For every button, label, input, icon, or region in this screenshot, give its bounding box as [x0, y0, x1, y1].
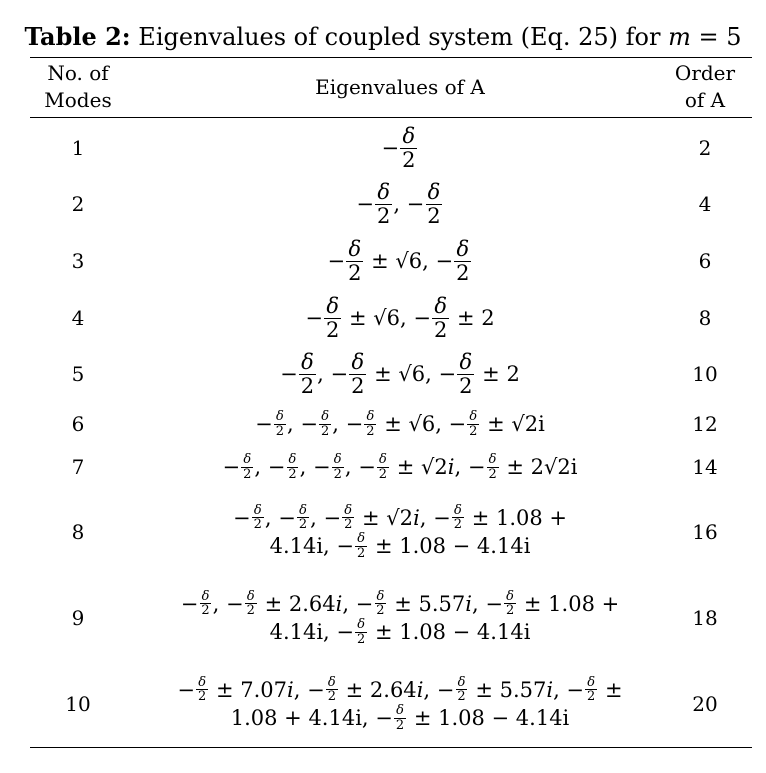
- delta-over-two-fraction: [326, 676, 338, 704]
- eigenvalue-text: 4.14i, −: [269, 620, 354, 645]
- fraction-denominator: 2: [357, 631, 366, 647]
- eigenvalue-text: , −: [332, 412, 364, 436]
- fraction-denominator: 2: [327, 689, 336, 705]
- eigenvalue-text: ± 7.07: [209, 677, 288, 702]
- eigenvalue-line: [222, 453, 577, 481]
- fraction-denominator: 2: [459, 373, 473, 398]
- delta-over-two-fraction: [457, 351, 474, 396]
- header-rule: [30, 117, 752, 118]
- fraction-numerator: δ: [326, 294, 339, 319]
- fraction-denominator: 2: [300, 373, 315, 398]
- delta-over-two-fraction: [297, 504, 309, 532]
- eigenvalue-text: , −: [287, 412, 318, 436]
- order-cell: 14: [692, 455, 718, 479]
- modes-cell: 4: [71, 306, 85, 330]
- fraction-numerator: δ: [357, 617, 366, 632]
- eigenvalue-line: [270, 532, 531, 560]
- eigenvalues-cell: [150, 402, 650, 446]
- fraction-denominator: 2: [357, 545, 366, 561]
- delta-over-two-fraction: [299, 351, 316, 396]
- eigenvalue-text: , −: [299, 455, 331, 479]
- fraction-denominator: 2: [488, 466, 497, 482]
- fraction-numerator: δ: [459, 350, 473, 375]
- order-cell: 4: [698, 192, 712, 216]
- header-order-line2: of A: [684, 88, 726, 112]
- table-row: [30, 176, 752, 232]
- eigenvalues-cell: [150, 176, 650, 232]
- fraction-numerator: δ: [377, 180, 390, 205]
- fraction-numerator: δ: [366, 408, 375, 424]
- order-cell: 12: [692, 412, 718, 436]
- fraction-denominator: 2: [333, 466, 342, 482]
- eigenvalue-text: −: [327, 249, 346, 273]
- fraction-numerator: δ: [198, 674, 207, 690]
- imaginary-unit: i: [416, 677, 424, 702]
- fraction-numerator: δ: [301, 350, 314, 375]
- fraction-numerator: δ: [299, 502, 307, 518]
- eigenvalue-text: , −: [254, 455, 286, 479]
- fraction-numerator: δ: [351, 350, 365, 375]
- imaginary-unit: i: [335, 591, 343, 616]
- fraction-numerator: δ: [587, 674, 596, 690]
- eigenvalue-text: ± 2.64: [257, 591, 336, 616]
- fraction-denominator: 2: [288, 466, 297, 482]
- eigenvalue-line: [382, 125, 419, 170]
- eigenvalue-text: ± √6, −: [377, 412, 467, 436]
- eigenvalue-text: ± √6, −: [364, 249, 454, 273]
- eigenvalue-text: −: [356, 192, 374, 216]
- eigenvalue-text: ± √2: [355, 505, 414, 530]
- eigenvalue-text: 1.08 + 4.14i, −: [230, 706, 393, 731]
- fraction-denominator: 2: [246, 603, 255, 619]
- imaginary-unit: i: [287, 677, 294, 702]
- eigenvalue-text: ± 5.57: [468, 677, 547, 702]
- header-modes-line2: Modes: [44, 88, 112, 112]
- eigenvalues-cell: [150, 232, 650, 290]
- fraction-denominator: 2: [457, 689, 466, 705]
- table-row: [30, 662, 752, 746]
- order-cell: 20: [692, 692, 718, 716]
- eigenvalue-text: −: [381, 136, 400, 160]
- modes-cell: 8: [71, 520, 85, 544]
- eigenvalue-text: −: [255, 412, 273, 436]
- eigenvalues-cell: [150, 290, 650, 346]
- eigenvalue-text: ± √2i: [480, 412, 545, 436]
- eigenvalue-text: ± 1.08 +: [465, 505, 567, 530]
- caption-text: Eigenvalues of coupled system (Eq. 25) for: [130, 23, 669, 51]
- fraction-denominator: 2: [376, 203, 391, 228]
- table-row: [30, 402, 752, 446]
- modes-cell: 7: [71, 455, 85, 479]
- delta-over-two-fraction: [452, 504, 464, 532]
- eigenvalue-line: [231, 704, 570, 732]
- delta-over-two-fraction: [432, 295, 449, 340]
- fraction-denominator: 2: [201, 603, 210, 619]
- table-row: [30, 490, 752, 574]
- fraction-denominator: 2: [378, 466, 388, 482]
- delta-over-two-fraction: [196, 676, 208, 704]
- delta-over-two-fraction: [374, 590, 386, 618]
- eigenvalue-text: , −: [342, 591, 374, 616]
- fraction-denominator: 2: [298, 517, 308, 533]
- fraction-numerator: δ: [402, 124, 416, 149]
- eigenvalue-line: [255, 410, 545, 438]
- delta-over-two-fraction: [504, 590, 516, 618]
- fraction-numerator: δ: [457, 674, 466, 690]
- eigenvalue-line: [305, 295, 494, 340]
- eigenvalue-text: ± 1.08 − 4.14i: [368, 620, 531, 645]
- order-cell: 10: [692, 362, 718, 386]
- eigenvalue-text: ± 1.08 +: [517, 591, 620, 616]
- delta-over-two-fraction: [455, 676, 467, 704]
- eigenvalues-cell: [150, 576, 650, 660]
- eigenvalue-text: −: [180, 591, 199, 616]
- caption-label: Table 2:: [24, 22, 131, 51]
- eigenvalues-cell: [150, 346, 650, 402]
- imaginary-unit: i: [546, 677, 554, 702]
- eigenvalues-cell: [150, 490, 650, 574]
- table-row: [30, 122, 752, 174]
- delta-over-two-fraction: [355, 532, 367, 560]
- table-row: [30, 346, 752, 402]
- header-order-line1: Order: [674, 61, 736, 85]
- eigenvalue-text: , −: [454, 455, 486, 479]
- fraction-numerator: δ: [506, 588, 514, 604]
- eigenvalue-text: , −: [212, 591, 244, 616]
- eigenvalue-line: [233, 504, 567, 532]
- eigenvalue-text: , −: [553, 677, 585, 702]
- fraction-denominator: 2: [456, 260, 470, 285]
- fraction-numerator: δ: [348, 237, 362, 262]
- eigenvalue-line: [181, 590, 619, 618]
- eigenvalue-text: , −: [317, 362, 349, 386]
- imaginary-unit: i: [413, 505, 420, 530]
- delta-over-two-fraction: [346, 238, 363, 283]
- eigenvalue-text: ± 2: [475, 362, 520, 386]
- modes-cell: 5: [71, 362, 85, 386]
- fraction-denominator: 2: [198, 689, 207, 705]
- fraction-denominator: 2: [325, 317, 340, 342]
- fraction-denominator: 2: [344, 517, 353, 533]
- modes-cell: 10: [65, 692, 91, 716]
- delta-over-two-fraction: [274, 410, 286, 438]
- table-caption: [0, 22, 766, 51]
- delta-over-two-fraction: [425, 181, 442, 226]
- order-cell: 6: [698, 249, 712, 273]
- fraction-denominator: 2: [351, 373, 365, 398]
- delta-over-two-fraction: [349, 351, 366, 396]
- fraction-numerator: δ: [469, 408, 478, 424]
- fraction-denominator: 2: [395, 717, 405, 733]
- header-order: [658, 60, 752, 114]
- delta-over-two-fraction: [364, 410, 376, 438]
- eigenvalue-text: ± 2√2i: [499, 455, 578, 479]
- eigenvalue-text: −: [280, 362, 298, 386]
- delta-over-two-fraction: [241, 453, 253, 481]
- eigenvalue-text: , −: [419, 505, 451, 530]
- eigenvalue-text: , −: [393, 192, 425, 216]
- delta-over-two-fraction: [252, 504, 264, 532]
- eigenvalue-text: , −: [310, 505, 342, 530]
- fraction-numerator: δ: [434, 294, 447, 319]
- modes-cell: 2: [71, 192, 85, 216]
- eigenvalue-text: , −: [293, 677, 325, 702]
- fraction-denominator: 2: [366, 423, 375, 439]
- eigenvalue-text: ± √2: [390, 455, 448, 479]
- fraction-denominator: 2: [453, 517, 463, 533]
- order-cell: 8: [698, 306, 712, 330]
- fraction-numerator: δ: [321, 408, 330, 424]
- eigenvalues-cell: [150, 446, 650, 488]
- fraction-numerator: δ: [201, 588, 210, 604]
- fraction-numerator: δ: [246, 588, 255, 604]
- eigenvalue-text: −: [233, 505, 251, 530]
- fraction-numerator: δ: [427, 180, 441, 205]
- fraction-numerator: δ: [243, 451, 252, 467]
- delta-over-two-fraction: [467, 410, 479, 438]
- delta-over-two-fraction: [286, 453, 298, 481]
- fraction-denominator: 2: [587, 689, 596, 705]
- fraction-numerator: δ: [396, 703, 404, 718]
- header-eigenvalues: Eigenvalues of A: [315, 75, 485, 99]
- fraction-denominator: 2: [376, 603, 385, 619]
- eigenvalues-cell: [150, 662, 650, 746]
- fraction-denominator: 2: [469, 423, 478, 439]
- table-row: [30, 576, 752, 660]
- eigenvalue-text: ±: [598, 677, 623, 702]
- fraction-numerator: δ: [333, 451, 342, 467]
- fraction-numerator: δ: [288, 451, 297, 467]
- fraction-numerator: δ: [376, 588, 385, 604]
- delta-over-two-fraction: [245, 590, 257, 618]
- eigenvalue-text: −: [177, 677, 196, 702]
- fraction-denominator: 2: [243, 466, 252, 482]
- delta-over-two-fraction: [342, 504, 354, 532]
- delta-over-two-fraction: [486, 453, 498, 481]
- eigenvalue-line: [328, 238, 473, 283]
- fraction-numerator: δ: [344, 502, 353, 518]
- eigenvalue-line: [280, 351, 520, 396]
- table-row: [30, 446, 752, 488]
- table-row: [30, 232, 752, 290]
- fraction-denominator: 2: [348, 260, 362, 285]
- delta-over-two-fraction: [375, 181, 392, 226]
- eigenvalues-cell: [150, 122, 650, 174]
- eigenvalue-line: [356, 181, 443, 226]
- modes-cell: 1: [71, 136, 85, 160]
- eigenvalue-text: , −: [472, 591, 503, 616]
- eigenvalue-text: , −: [264, 505, 296, 530]
- fraction-denominator: 2: [253, 517, 262, 533]
- modes-cell: 3: [71, 249, 85, 273]
- eigenvalue-text: , −: [423, 677, 455, 702]
- eigenvalue-line: [270, 618, 531, 646]
- fraction-denominator: 2: [321, 423, 330, 439]
- fraction-numerator: δ: [357, 531, 366, 546]
- modes-cell: 9: [71, 606, 85, 630]
- eigenvalue-text: −: [305, 306, 323, 330]
- imaginary-unit: i: [465, 591, 472, 616]
- delta-over-two-fraction: [319, 410, 331, 438]
- delta-over-two-fraction: [199, 590, 211, 618]
- eigenvalue-line: [177, 676, 622, 704]
- header-modes-line1: No. of: [47, 61, 109, 85]
- eigenvalue-text: −: [222, 455, 241, 479]
- delta-over-two-fraction: [377, 453, 389, 481]
- fraction-numerator: δ: [456, 237, 470, 262]
- fraction-denominator: 2: [505, 603, 515, 619]
- order-cell: 18: [692, 606, 718, 630]
- delta-over-two-fraction: [400, 125, 417, 170]
- fraction-denominator: 2: [427, 203, 441, 228]
- fraction-denominator: 2: [275, 423, 285, 439]
- eigenvalue-text: ± 5.57: [387, 591, 466, 616]
- fraction-numerator: δ: [253, 502, 262, 518]
- fraction-numerator: δ: [275, 408, 284, 424]
- delta-over-two-fraction: [394, 704, 406, 732]
- eigenvalue-text: ± 2: [450, 306, 495, 330]
- eigenvalue-text: ± 1.08 − 4.14i: [407, 706, 570, 731]
- order-cell: 2: [698, 136, 712, 160]
- delta-over-two-fraction: [454, 238, 471, 283]
- table-row: [30, 290, 752, 346]
- bottom-rule: [30, 747, 752, 748]
- order-cell: 16: [692, 520, 718, 544]
- delta-over-two-fraction: [355, 618, 367, 646]
- modes-cell: 6: [71, 412, 85, 436]
- eigenvalue-text: ± 2.64: [338, 677, 417, 702]
- caption-value: = 5: [690, 23, 742, 51]
- eigenvalue-text: ± √6, −: [367, 362, 457, 386]
- eigenvalue-text: , −: [344, 455, 376, 479]
- delta-over-two-fraction: [332, 453, 344, 481]
- fraction-denominator: 2: [402, 147, 416, 172]
- delta-over-two-fraction: [324, 295, 341, 340]
- delta-over-two-fraction: [585, 676, 597, 704]
- eigenvalue-text: ± √6, −: [342, 306, 431, 330]
- top-rule: [30, 57, 752, 58]
- imaginary-unit: i: [447, 455, 455, 479]
- fraction-numerator: δ: [488, 451, 497, 467]
- eigenvalue-text: ± 1.08 − 4.14i: [368, 534, 531, 559]
- fraction-numerator: δ: [327, 674, 336, 690]
- fraction-numerator: δ: [453, 502, 462, 518]
- header-modes: [30, 60, 126, 114]
- caption-variable: m: [668, 23, 691, 51]
- fraction-denominator: 2: [433, 317, 448, 342]
- fraction-numerator: δ: [379, 451, 387, 467]
- eigenvalue-text: 4.14i, −: [269, 534, 354, 559]
